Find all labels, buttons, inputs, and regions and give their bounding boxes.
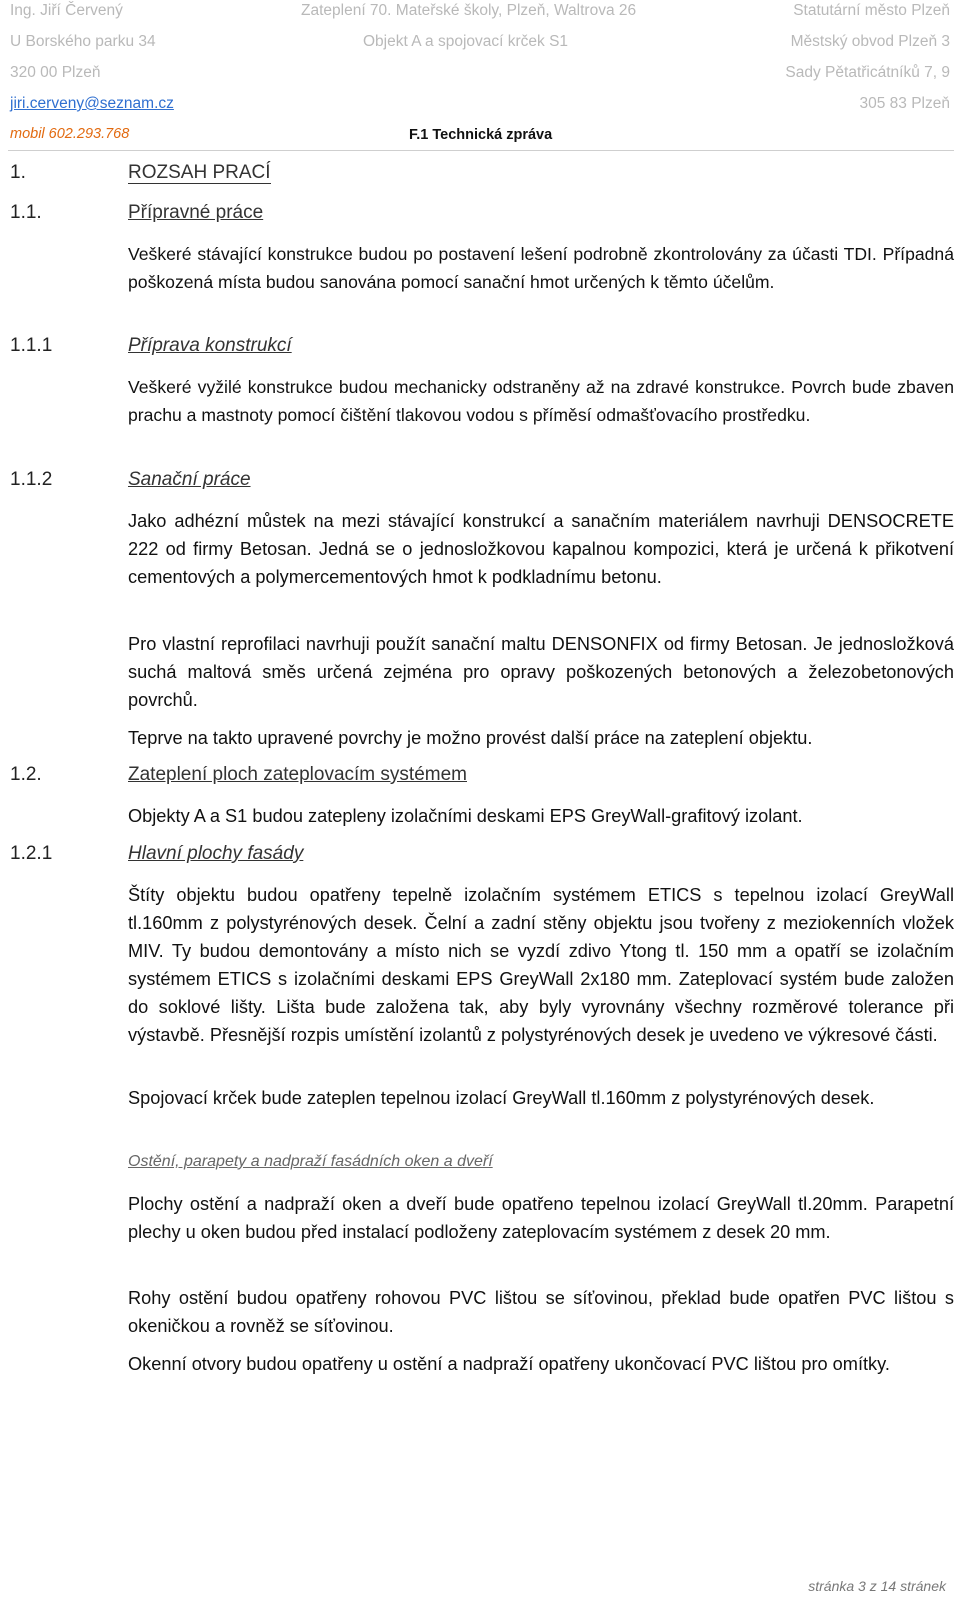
heading-number: 1.1.	[10, 202, 42, 223]
heading-number: 1.	[10, 162, 26, 183]
heading-number: 1.2.	[10, 764, 42, 785]
paragraph: Okenní otvory budou opatřeny u ostění a nadpraží opatřeny ukončovací PVC lištou pro omítky.	[128, 1354, 890, 1374]
author-city: 320 00 Plzeň	[10, 64, 101, 81]
author-street: U Borského parku 34	[10, 33, 156, 50]
author-email-link[interactable]: jiri.cerveny@seznam.cz	[10, 95, 174, 112]
project-subtitle: Objekt A a spojovací krček S1	[363, 33, 569, 50]
project-title: Zateplení 70. Mateřské školy, Plzeň, Waltrova 26	[301, 2, 637, 19]
heading-title: Zateplení ploch zateplovacím systémem	[128, 764, 467, 785]
paragraph: Veškeré stávající konstrukce budou po postavení lešení podrobně zkontrolovány za účasti TDI. Případná poškozená místa budou sanována pomocí sanační hmot určených k těmto účelům.	[128, 244, 954, 292]
heading-number: 1.1.1	[10, 335, 53, 356]
paragraph: Pro vlastní reprofilaci navrhuji použít sanační maltu DENSONFIX od firmy Betosan. Je jednosložková suchá maltová směs určená zejména pro opravy poškozených betonových a železobetonových povrchů.	[128, 634, 954, 710]
document-name: F.1 Technická zpráva	[409, 127, 553, 143]
paragraph: Teprve na takto upravené povrchy je možno provést další práce na zateplení objektu.	[128, 728, 813, 748]
client-name: Statutární město Plzeň	[793, 2, 950, 19]
page-number: stránka 3 z 14 stránek	[808, 1578, 946, 1594]
heading-title: ROZSAH PRACÍ	[128, 162, 271, 183]
paragraph: Rohy ostění budou opatřeny rohovou PVC lištou se síťovinou, překlad bude opatřen PVC lištou s okeničkou a rovněž se síťovinou.	[128, 1288, 954, 1336]
heading-number: 1.1.2	[10, 469, 53, 490]
paragraph: Spojovací krček bude zateplen tepelnou izolací GreyWall tl.160mm z polystyrénových desek.	[128, 1088, 875, 1108]
paragraph: Štíty objektu budou opatřeny tepelně izolačním systémem ETICS s tepelnou izolací GreyWall tl.160mm z polystyrénových desek. Čelní a zadní stěny objektu jsou tvořeny z meziokenních vložek MIV. Ty budou demontovány a místo nich se vyzdí zdivo Ytong tl. 150 mm a opatří se izolačním systémem ETICS s izolačními deskami EPS GreyWall 2x180 mm. Zateplovací systém bude založen do soklové lišty. Lišta bude založena tak, aby byly vyrovnány všechny rozměrové tolerance při výstavbě. Přesnější rozpis umístění izolantů z polystyrénových desek je uvedeno ve výkresové části.	[128, 885, 954, 1045]
heading-number: 1.2.1	[10, 843, 53, 864]
paragraph: Plochy ostění a nadpraží oken a dveří bude opatřeno tepelnou izolací GreyWall tl.20mm. Parapetní plechy u oken budou před instalací podloženy zateplovacím systémem z desek 20 mm.	[128, 1194, 954, 1242]
client-district: Městský obvod Plzeň 3	[790, 33, 950, 50]
paragraph: Jako adhézní můstek na mezi stávající konstrukcí a sanačním materiálem navrhuji DENSOCRETE 222 od firmy Betosan. Jedná se o jednosložkovou kapalnou kompozici, která je určená k přikotvení cementových a polymercementových hmot k podkladnímu betonu.	[128, 511, 954, 587]
client-city: 305 83 Plzeň	[859, 95, 950, 112]
paragraph: Objekty A a S1 budou zatepleny izolačními deskami EPS GreyWall-grafitový izolant.	[128, 806, 803, 826]
author-mobile: mobil 602.293.768	[10, 126, 130, 142]
heading-title: Přípravné práce	[128, 202, 264, 223]
heading-title: Sanační práce	[128, 469, 251, 490]
client-street: Sady Pětatřicátníků 7, 9	[785, 64, 950, 81]
paragraph: Veškeré vyžilé konstrukce budou mechanicky odstraněny až na zdravé konstrukce. Povrch bude zbaven prachu a mastnoty pomocí čištění tlakovou vodou s příměsí odmašťovacího prostředku.	[128, 377, 954, 425]
heading-title: Hlavní plochy fasády	[128, 843, 304, 864]
subheading: Ostění, parapety a nadpraží fasádních oken a dveří	[128, 1153, 493, 1170]
header-divider	[8, 150, 954, 151]
heading-title: Příprava konstrukcí	[128, 335, 292, 356]
author-name: Ing. Jiří Červený	[10, 2, 123, 19]
